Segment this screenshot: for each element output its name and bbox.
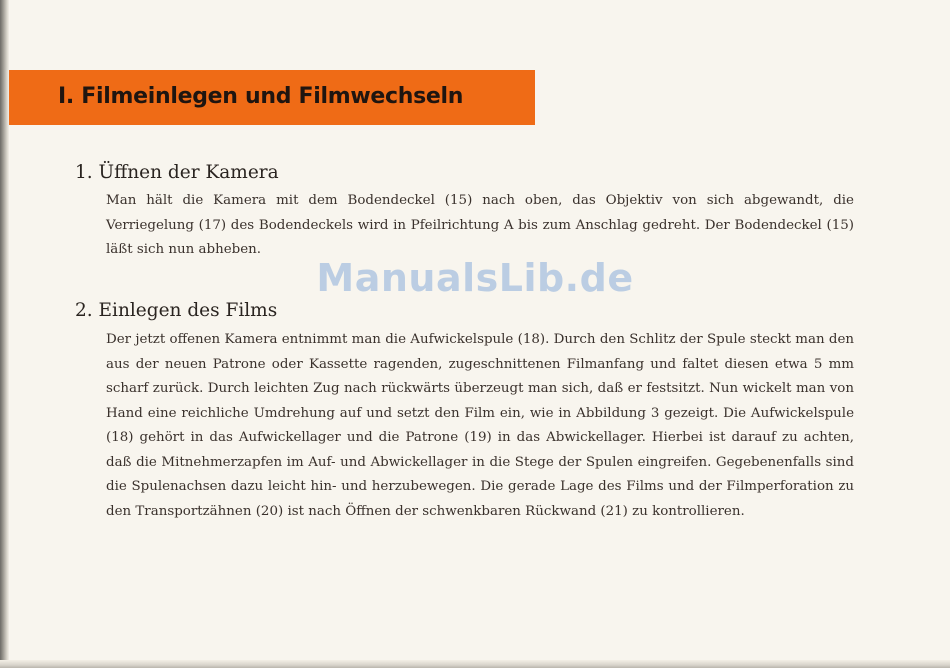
section-heading-opening-camera: 1. Üffnen der Kamera: [75, 162, 279, 183]
page-bottom-edge: [0, 660, 950, 668]
chapter-title: I. Filmeinlegen und Filmwechseln: [58, 84, 464, 109]
page-left-edge: [0, 0, 9, 668]
section-text-loading-film: Der jetzt offenen Kamera entnimmt man die Aufwickelspule (18). Durch den Schlitz der Spule steckt man den aus der neuen Patrone oder Kassette ragenden, zugeschnittenen Filmanfang und faltet diesen etwa 5 mm scharf zurück. Durch leichten Zug nach rückwärts überzeugt man sich, daß er festsitzt. Nun wickelt man von Hand eine reichliche Umdrehung auf und setzt den Film ein, wie in Abbildung 3 gezeigt. Die Aufwickelspule (18) gehört in das Aufwickellager und die Patrone (19) in das Abwickellager. Hierbei ist darauf zu achten, daß die Mitnehmerzapfen im Auf- und Abwickellager in die Stege der Spulen eingreifen. Gegebenenfalls sind die Spulenachsen dazu leicht hin- und herzubewegen. Die gerade Lage des Films und der Filmperforation zu den Transportzähnen (20) ist nach Öffnen der schwenkbaren Rückwand (21) zu kontrollieren.: [106, 332, 854, 519]
watermark: ManualsLib.de: [316, 256, 634, 300]
section-heading-loading-film: 2. Einlegen des Films: [75, 300, 278, 321]
section-text-opening-camera: Man hält die Kamera mit dem Bodendeckel (15) nach oben, das Objektiv von sich abgewandt, die Verriegelung (17) des Bodendeckels wird in Pfeilrichtung A bis zum Anschlag gedreht. Der Bodendeckel (15) läßt sich nun abheben.: [106, 193, 854, 257]
